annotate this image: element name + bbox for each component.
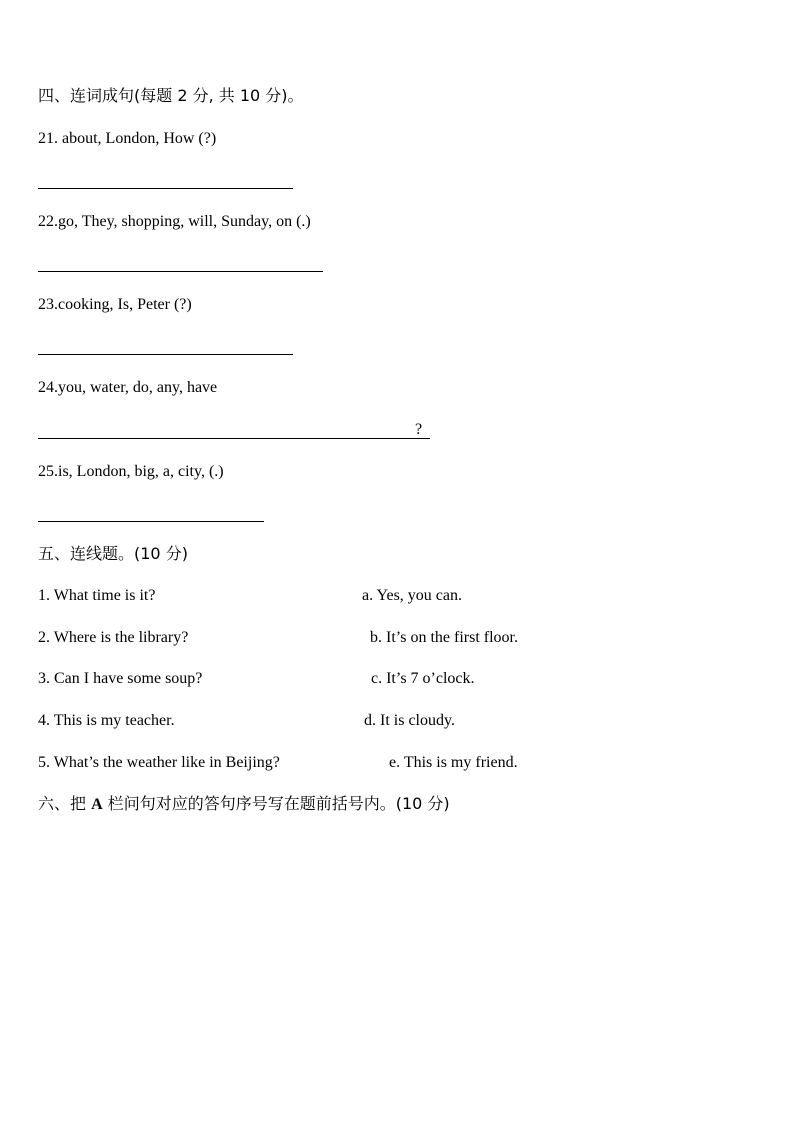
question-25: 25.is, London, big, a, city, (.)	[38, 463, 224, 480]
match-right-c: c. It’s 7 o’clock.	[371, 670, 475, 687]
match-right-d: d. It is cloudy.	[364, 712, 455, 729]
answer-line-23[interactable]	[38, 354, 293, 355]
section-6-heading-post: 栏问句对应的答句序号写在题前括号内。(10 分)	[102, 794, 450, 813]
match-left-5: 5. What’s the weather like in Beijing?	[38, 754, 280, 771]
question-21: 21. about, London, How (?)	[38, 130, 217, 147]
section-4-heading: 四、连词成句(每题 2 分, 共 10 分)。	[38, 86, 304, 105]
answer-line-24[interactable]	[38, 438, 430, 439]
match-right-a: a. Yes, you can.	[362, 587, 462, 604]
match-right-e: e. This is my friend.	[389, 754, 518, 771]
answer-line-21[interactable]	[38, 188, 293, 189]
match-left-4: 4. This is my teacher.	[38, 712, 175, 729]
section-5-heading: 五、连线题。(10 分)	[38, 544, 188, 563]
question-24: 24.you, water, do, any, have	[38, 379, 218, 396]
match-left-2: 2. Where is the library?	[38, 629, 189, 646]
answer-line-25[interactable]	[38, 521, 264, 522]
match-right-b: b. It’s on the first floor.	[370, 629, 518, 646]
question-mark-24: ?	[415, 421, 423, 438]
question-22: 22.go, They, shopping, will, Sunday, on (.)	[38, 213, 311, 230]
match-left-1: 1. What time is it?	[38, 587, 156, 604]
match-left-3: 3. Can I have some soup?	[38, 670, 203, 687]
section-6-heading-bold: A	[91, 796, 103, 813]
section-6-heading-pre: 六、把	[38, 794, 92, 813]
question-23: 23.cooking, Is, Peter (?)	[38, 296, 192, 313]
answer-line-22[interactable]	[38, 271, 323, 272]
section-6-heading	[38, 794, 450, 815]
